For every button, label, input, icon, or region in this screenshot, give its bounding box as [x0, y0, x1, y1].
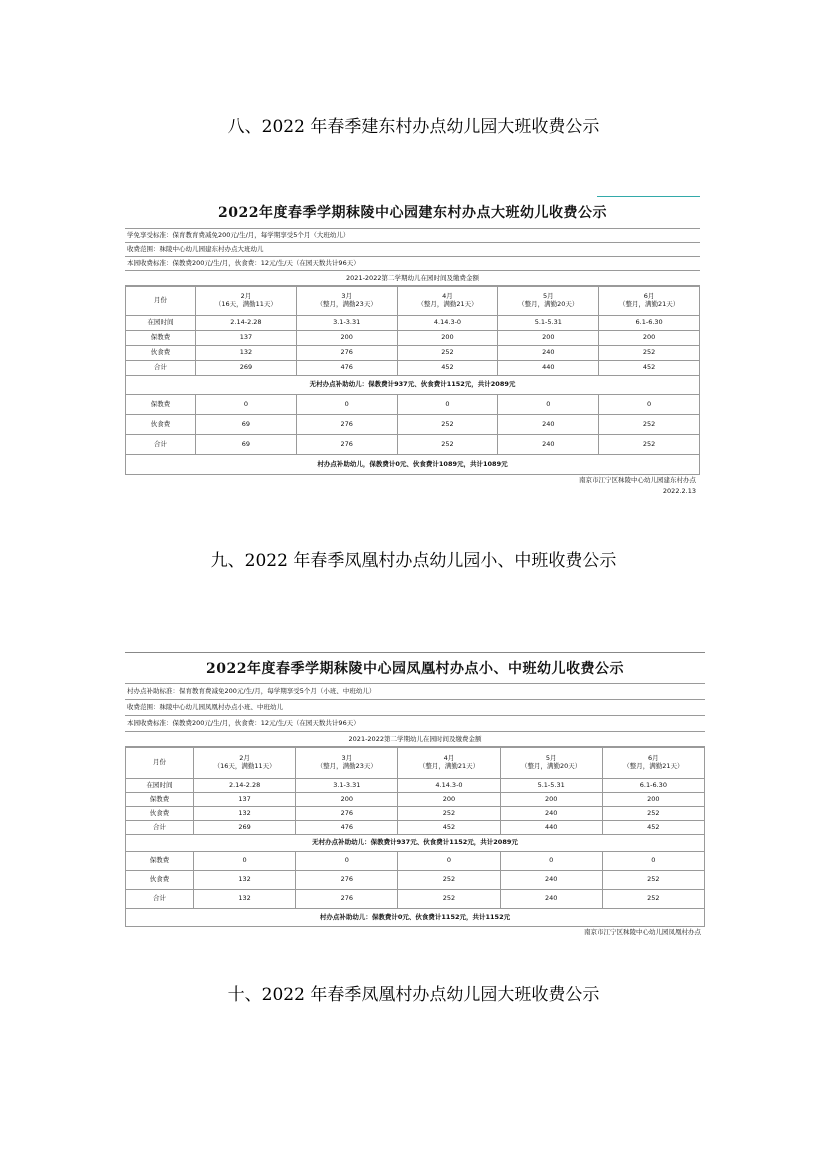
row-label: 合计 — [126, 821, 194, 835]
table-cell: 0 — [500, 852, 602, 871]
table-title: 2022年度春季学期秣陵中心园建东村办点大班幼儿收费公示 — [125, 196, 700, 229]
table-cell: 240 — [500, 807, 602, 821]
row-label: 保教费 — [126, 793, 194, 807]
table-cell: 6.1-6.30 — [599, 316, 700, 331]
row-label: 伙食费 — [126, 871, 194, 890]
table-cell: 440 — [500, 821, 602, 835]
table-row — [126, 748, 705, 779]
table-cell: 252 — [602, 871, 704, 890]
table-cell: 452 — [398, 821, 500, 835]
month-header: 4月 （整月，满勤21天） — [397, 287, 498, 316]
info-line: 收费范围：秣陵中心幼儿园凤凰村办点小班、中班幼儿 — [125, 700, 705, 716]
table-cell: 69 — [196, 415, 297, 435]
table-row — [126, 415, 700, 435]
table-cell: 0 — [398, 852, 500, 871]
row-label: 保教费 — [126, 395, 196, 415]
table-cell: 3.1-3.31 — [296, 316, 397, 331]
table-cell: 276 — [296, 807, 398, 821]
table-row — [126, 890, 705, 909]
section-line: 2021-2022第二学期幼儿在园时间及缴费金额 — [125, 732, 705, 747]
row-label: 合计 — [126, 435, 196, 455]
table-row — [126, 835, 705, 852]
info-line: 本园收费标准：保教费200元/生/月，伙食费：12元/生/天（在园天数共计96天） — [125, 257, 700, 271]
table-row — [126, 821, 705, 835]
table-cell: 252 — [398, 871, 500, 890]
table-cell: 200 — [397, 331, 498, 346]
table-cell: 200 — [296, 793, 398, 807]
table-cell: 4.14.3-0 — [398, 779, 500, 793]
section-heading-9: 九、2022 年春季凤凰村办点幼儿园小、中班收费公示 — [210, 551, 617, 571]
table-cell: 252 — [397, 435, 498, 455]
summary-row: 无村办点补助幼儿：保教费计937元、伙食费计1152元，共计2089元 — [126, 835, 705, 852]
table-cell: 276 — [296, 346, 397, 361]
footer-org: 南京市江宁区秣陵中心幼儿园凤凰村办点 — [584, 928, 701, 937]
table-cell: 452 — [599, 361, 700, 376]
table-cell: 240 — [498, 346, 599, 361]
month-header: 6月 （整月，满勤21天） — [602, 748, 704, 779]
table-row — [126, 779, 705, 793]
table-cell: 276 — [296, 415, 397, 435]
row-label: 保教费 — [126, 331, 196, 346]
table-cell: 0 — [296, 852, 398, 871]
month-header: 4月 （整月，满勤21天） — [398, 748, 500, 779]
table-cell: 240 — [500, 871, 602, 890]
table-title: 2022年度春季学期秣陵中心园凤凰村办点小、中班幼儿收费公示 — [125, 652, 705, 684]
table-row — [126, 316, 700, 331]
table-row — [126, 455, 700, 475]
table-cell: 476 — [296, 821, 398, 835]
table-cell: 69 — [196, 435, 297, 455]
table-cell: 276 — [296, 890, 398, 909]
footer-date: 2022.2.13 — [662, 487, 696, 496]
section-heading-8: 八、2022 年春季建东村办点幼儿园大班收费公示 — [227, 117, 600, 137]
table-cell: 200 — [498, 331, 599, 346]
table-cell: 4.14.3-0 — [397, 316, 498, 331]
month-header: 3月 （整月，满勤23天） — [296, 287, 397, 316]
table-cell: 0 — [498, 395, 599, 415]
summary-row: 村办点补助幼儿，保教费计0元、伙食费计1089元，共计1089元 — [126, 455, 700, 475]
table-cell: 240 — [498, 415, 599, 435]
info-line: 村办点补助标准：保育教育费减免200元/生/月，每学期享受5个月（小班、中班幼儿） — [125, 684, 705, 700]
table-cell: 132 — [194, 871, 296, 890]
fee-table-grid — [125, 747, 705, 927]
month-header: 5月 （整月，满勤20天） — [498, 287, 599, 316]
table-cell: 252 — [602, 890, 704, 909]
table-cell: 200 — [398, 793, 500, 807]
table-cell: 2.14-2.28 — [196, 316, 297, 331]
table-cell: 200 — [602, 793, 704, 807]
table-row — [126, 852, 705, 871]
table-cell: 269 — [196, 361, 297, 376]
table-cell: 132 — [194, 807, 296, 821]
table-cell: 200 — [296, 331, 397, 346]
footer-org: 南京市江宁区秣陵中心幼儿园建东村办点 — [579, 476, 696, 485]
table-cell: 240 — [498, 435, 599, 455]
table-cell: 6.1-6.30 — [602, 779, 704, 793]
table-cell: 2.14-2.28 — [194, 779, 296, 793]
table-row — [126, 395, 700, 415]
month-header: 2月 （16天，满勤11天） — [194, 748, 296, 779]
table-row — [126, 376, 700, 395]
table-cell: 240 — [500, 890, 602, 909]
table-cell: 132 — [194, 890, 296, 909]
row-label: 伙食费 — [126, 415, 196, 435]
fee-table-fenghuang — [125, 652, 705, 948]
row-label: 伙食费 — [126, 346, 196, 361]
table-cell: 269 — [194, 821, 296, 835]
table-row — [126, 793, 705, 807]
table-cell: 252 — [398, 807, 500, 821]
month-header: 6月 （整月，满勤21天） — [599, 287, 700, 316]
table-cell: 0 — [397, 395, 498, 415]
table-cell: 0 — [196, 395, 297, 415]
section-line: 2021-2022第二学期幼儿在园时间及缴费金额 — [125, 271, 700, 286]
info-line: 学免享受标准：保育教育费减免200元/生/月，每学期享受5个月（大班幼儿） — [125, 229, 700, 243]
table-cell: 137 — [194, 793, 296, 807]
table-row — [126, 871, 705, 890]
table-cell: 0 — [194, 852, 296, 871]
header-label: 月份 — [126, 748, 194, 779]
table-cell: 440 — [498, 361, 599, 376]
table-row — [126, 331, 700, 346]
table-cell: 252 — [599, 346, 700, 361]
summary-row: 无村办点补助幼儿：保教费计937元、伙食费计1152元，共计2089元 — [126, 376, 700, 395]
table-cell: 0 — [602, 852, 704, 871]
table-cell: 200 — [500, 793, 602, 807]
table-row — [126, 435, 700, 455]
month-header: 5月 （整月，满勤20天） — [500, 748, 602, 779]
table-cell: 137 — [196, 331, 297, 346]
table-cell: 132 — [196, 346, 297, 361]
section-heading-10: 十、2022 年春季凤凰村办点幼儿园大班收费公示 — [227, 985, 600, 1005]
header-label: 月份 — [126, 287, 196, 316]
info-line: 收费范围：秣陵中心幼儿园建东村办点大班幼儿 — [125, 243, 700, 257]
info-line: 本园收费标准：保教费200元/生/月，伙食费：12元/生/天（在园天数共计96天） — [125, 716, 705, 732]
table-row — [126, 361, 700, 376]
table-cell: 3.1-3.31 — [296, 779, 398, 793]
table-cell: 252 — [599, 415, 700, 435]
table-row — [126, 807, 705, 821]
month-header: 2月 （16天，满勤11天） — [196, 287, 297, 316]
fee-table-jiandong — [125, 196, 700, 505]
table-cell: 252 — [398, 890, 500, 909]
table-cell: 452 — [397, 361, 498, 376]
table-cell: 452 — [602, 821, 704, 835]
table-cell: 252 — [602, 807, 704, 821]
table-row — [126, 909, 705, 927]
month-header: 3月 （整月，满勤23天） — [296, 748, 398, 779]
table-cell: 0 — [296, 395, 397, 415]
row-label: 合计 — [126, 890, 194, 909]
table-row — [126, 346, 700, 361]
table-cell: 276 — [296, 871, 398, 890]
table-cell: 252 — [397, 346, 498, 361]
table-cell: 476 — [296, 361, 397, 376]
row-label: 保教费 — [126, 852, 194, 871]
row-label: 合计 — [126, 361, 196, 376]
row-label: 在园时间 — [126, 779, 194, 793]
table-cell: 200 — [599, 331, 700, 346]
table-cell: 5.1-5.31 — [500, 779, 602, 793]
fee-table-grid — [125, 286, 700, 475]
row-label: 在园时间 — [126, 316, 196, 331]
summary-row: 村办点补助幼儿：保教费计0元、伙食费计1152元，共计1152元 — [126, 909, 705, 927]
table-row — [126, 287, 700, 316]
table-cell: 252 — [599, 435, 700, 455]
table-cell: 0 — [599, 395, 700, 415]
table-cell: 252 — [397, 415, 498, 435]
table-cell: 5.1-5.31 — [498, 316, 599, 331]
table-cell: 276 — [296, 435, 397, 455]
row-label: 伙食费 — [126, 807, 194, 821]
